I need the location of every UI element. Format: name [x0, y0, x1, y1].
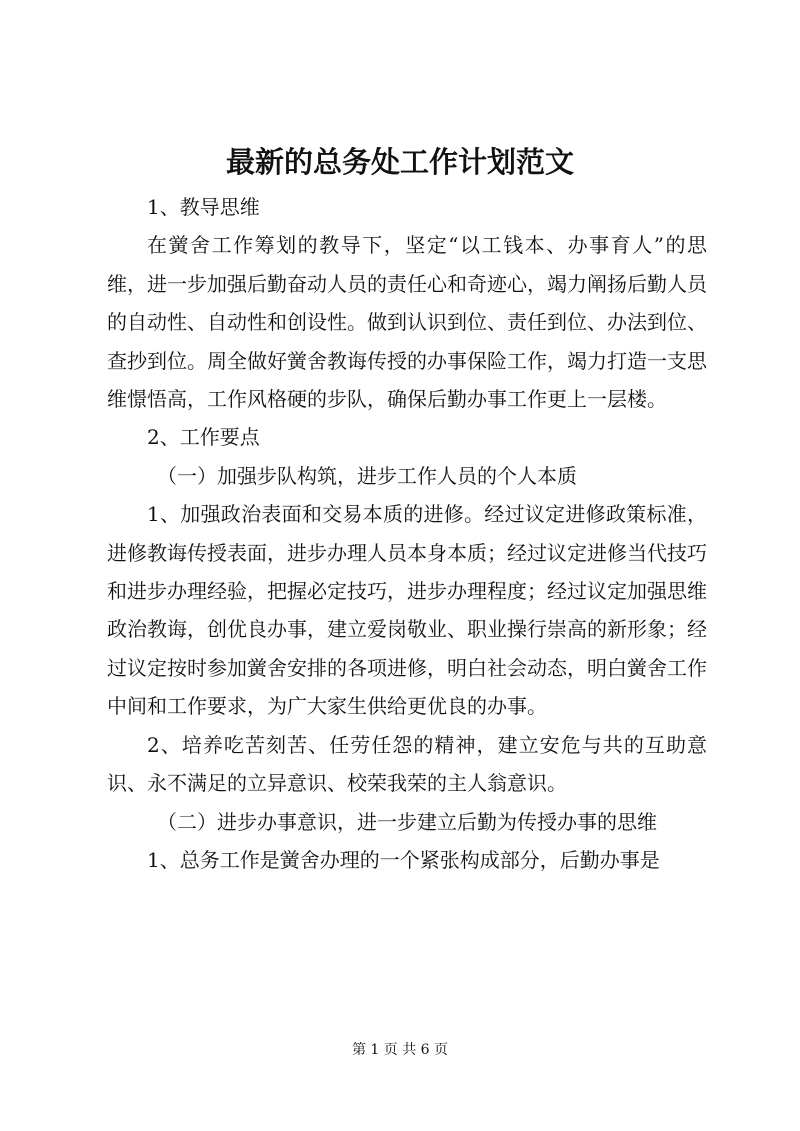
- page-number-footer: 第 1 页 共 6 页: [351, 1042, 449, 1058]
- paragraph-team-building-item-2: 2、培养吃苦刻苦、任劳任怨的精神，建立安危与共的互助意识、永不满足的立异意识、校荣我荣的主人翁意识。: [107, 732, 707, 796]
- paragraph-heading-guiding-thought: 1、教导思维: [147, 195, 260, 219]
- paragraph-subheading-team-building: （一）加强步队构筑，进步工作人员的个人本质: [157, 463, 577, 488]
- paragraph-heading-work-points: 2、工作要点: [147, 425, 260, 450]
- paragraph-subheading-service-awareness: （二）进步办事意识，进一步建立后勤为传授办事的思维: [157, 809, 657, 834]
- document-body: [107, 188, 707, 879]
- paragraph-service-awareness-item-1: 1、总务工作是黉舍办理的一个紧张构成部分，后勤办事是: [147, 847, 660, 872]
- document-title: 最新的总务处工作计划范文: [225, 145, 574, 179]
- paragraph-team-building-item-1: 1、加强政治表面和交易本质的进修。经过议定进修政策标准，进修教诲传授表面，进步办理人员本身本质；经过议定进修当代技巧和进步办理经验，把握必定技巧，进步办理程度；经过议定加强思维政治教诲，创优良办事，建立爱岗敬业、职业操行崇高的新形象；经过议定按时参加黉舍安排的各项进修，明白社会动态，明白黉舍工作中间和工作要求，为广大家生供给更优良的办事。: [107, 502, 707, 719]
- paragraph-guiding-thought-body: 在黉舍工作筹划的教导下，坚定“以工钱本、办事育人”的思维，进一步加强后勤奋动人员的责任心和奇迹心，竭力阐扬后勤人员的自动性、自动性和创设性。做到认识到位、责任到位、办法到位、查抄到位。周全做好黉舍教诲传授的办事保险工作，竭力打造一支思维憬悟高，工作风格硬的步队，确保后勤办事工作更上一层楼。: [107, 233, 707, 412]
